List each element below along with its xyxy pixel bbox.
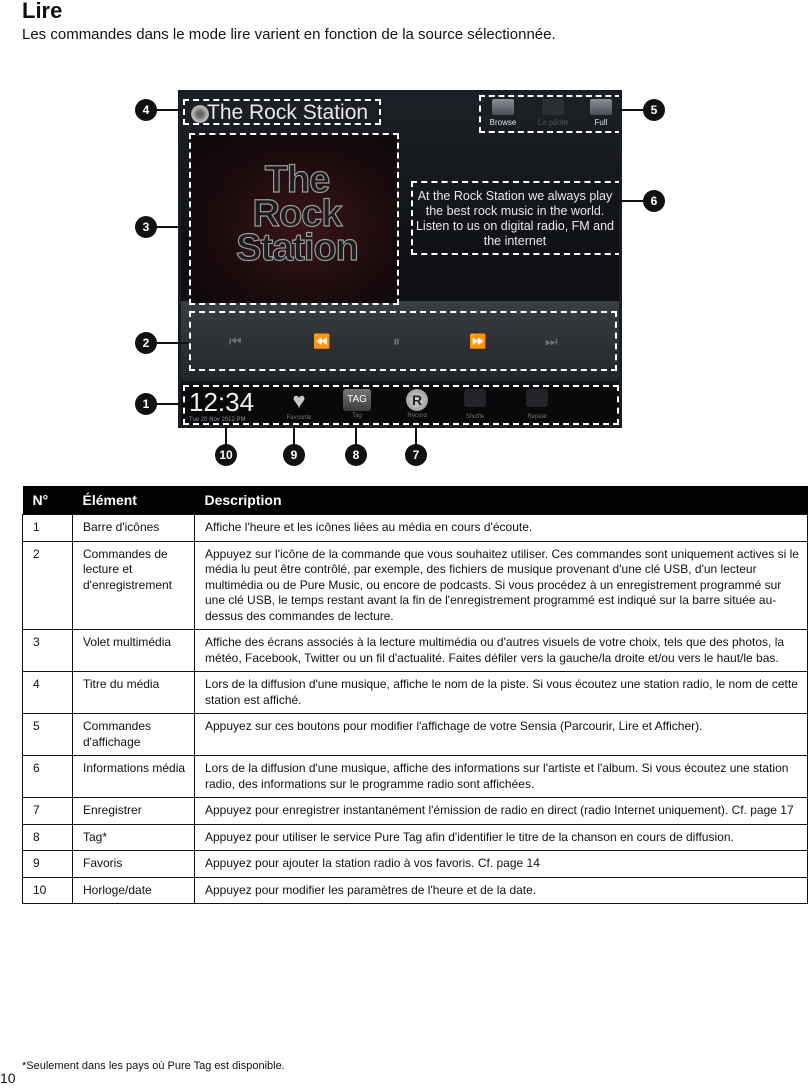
callout-line-3 (154, 226, 188, 228)
callout-box-3 (189, 133, 399, 305)
table-row (23, 515, 808, 542)
row-number: 3 (23, 630, 73, 672)
callout-line-8 (355, 426, 357, 446)
row-number: 9 (23, 851, 73, 878)
elements-table (22, 486, 808, 904)
row-element: Commandes d'affichage (73, 714, 195, 756)
tag-icon: TAG (343, 389, 371, 411)
row-number: 10 (23, 877, 73, 904)
row-description: Lors de la diffusion d'une musique, affiche le nom de la piste. Si vous écoutez une station radio, le nom de cette station est affiché. (195, 672, 808, 714)
table-row (23, 756, 808, 798)
row-element: Barre d'icônes (73, 515, 195, 542)
table-header-row (23, 486, 808, 515)
row-description: Appuyez pour enregistrer instantanément l'émission de radio en direct (radio Internet uniquement). Cf. page 17 (195, 798, 808, 825)
rewind-icon[interactable]: ⏪ (313, 333, 328, 349)
callout-line-6 (618, 200, 644, 202)
row-description: Appuyez pour utiliser le service Pure Tag afin d'identifier le titre de la chanson en cours de diffusion. (195, 824, 808, 851)
row-description: Appuyez sur l'icône de la commande que vous souhaitez utiliser. Ces commandes sont uniquement actives si le média lu peut être contrôlé, par exemple, des fichiers de musique provenant d'une clé USB, d'un lecteur multimédia ou de Pure Music, ou encore de podcasts. Si vous procédez à un enregistrement programmé sur une clé USB, le temps restant avant la fin de l'enregistrement programmé est indiqué sur la barre située au-dessus des commandes de lecture. (195, 541, 808, 630)
callout-line-2 (154, 342, 188, 344)
now-playing-button[interactable]: Le pilote (533, 99, 573, 133)
header-description: Description (195, 486, 808, 515)
callout-line-10 (225, 426, 227, 446)
table-row (23, 672, 808, 714)
footnote: *Seulement dans les pays où Pure Tag est disponible. (22, 1060, 285, 1072)
callout-8: 8 (345, 444, 367, 466)
page-title: Lire (22, 0, 63, 23)
callout-box-6 (411, 181, 621, 255)
row-description: Affiche des écrans associés à la lecture multimédia ou d'autres visuels de votre choix, tels que des photos, la météo, Facebook, Twitter ou un fil d'actualité. Faites défiler vers la gauche/la droite et/ou vers le haut/le bas. (195, 630, 808, 672)
device-screenshot (178, 90, 622, 428)
row-number: 7 (23, 798, 73, 825)
callout-box-4 (183, 99, 381, 125)
row-number: 1 (23, 515, 73, 542)
skip-forward-icon[interactable]: ⏭ (545, 333, 555, 349)
row-description: Affiche l'heure et les icônes liées au média en cours d'écoute. (195, 515, 808, 542)
row-element: Volet multimédia (73, 630, 195, 672)
row-element: Horloge/date (73, 877, 195, 904)
date-text: Tue 20 Nov 2012 PM (189, 417, 246, 423)
callout-line-9 (293, 426, 295, 446)
row-element: Commandes de lecture et d'enregistrement (73, 541, 195, 630)
record-icon: R (406, 389, 428, 411)
callout-1: 1 (135, 393, 157, 415)
table-row (23, 851, 808, 878)
callout-2: 2 (135, 332, 157, 354)
fast-forward-icon[interactable]: ⏩ (469, 333, 484, 349)
callout-10: 10 (215, 444, 237, 466)
intro-text: Les commandes dans le mode lire varient en fonction de la source sélectionnée. (22, 26, 556, 43)
row-description: Appuyez pour modifier les paramètres de l'heure et de la date. (195, 877, 808, 904)
callout-box-5 (479, 95, 621, 133)
row-element: Enregistrer (73, 798, 195, 825)
callout-9: 9 (283, 444, 305, 466)
callout-5: 5 (643, 99, 665, 121)
table-row (23, 798, 808, 825)
repeat-button[interactable]: Repeat (515, 389, 559, 420)
row-element: Favoris (73, 851, 195, 878)
record-button[interactable]: R Record (395, 389, 439, 419)
callout-7: 7 (405, 444, 427, 466)
pause-icon[interactable]: ⏸ (393, 333, 397, 349)
row-element: Tag* (73, 824, 195, 851)
browse-button[interactable]: Browse (483, 99, 523, 133)
row-number: 2 (23, 541, 73, 630)
table-row (23, 541, 808, 630)
row-description: Appuyez sur ces boutons pour modifier l'affichage de votre Sensia (Parcourir, Lire et Afficher). (195, 714, 808, 756)
callout-box-1 (183, 385, 619, 425)
callout-line-5 (618, 109, 644, 111)
callout-line-1 (154, 403, 182, 405)
artwork-logo: The Rock Station (236, 159, 358, 269)
row-element: Informations média (73, 756, 195, 798)
row-number: 8 (23, 824, 73, 851)
table-row (23, 714, 808, 756)
media-info: At the Rock Station we always play the best rock music in the world. Listen to us on digital radio, FM and the internet (415, 189, 615, 248)
table-row (23, 824, 808, 851)
header-element: Élément (73, 486, 195, 515)
row-number: 6 (23, 756, 73, 798)
callout-4: 4 (135, 99, 157, 121)
shuffle-button[interactable]: Shuffle (453, 389, 497, 420)
table-row (23, 877, 808, 904)
row-element: Titre du média (73, 672, 195, 714)
callout-line-7 (415, 426, 417, 446)
tag-button[interactable]: TAG Tag (335, 389, 379, 419)
table-row (23, 630, 808, 672)
favourite-button[interactable]: ♥ Favourite (286, 388, 312, 421)
skip-back-icon[interactable]: ⏮ (229, 333, 239, 349)
row-description: Lors de la diffusion d'une musique, affiche des informations sur l'artiste et l'album. Si vous écoutez une station radio, des informations sur le programme radio sont affichées. (195, 756, 808, 798)
callout-3: 3 (135, 216, 157, 238)
header-number: N° (23, 486, 73, 515)
station-title: The Rock Station (207, 101, 369, 124)
callout-box-2 (189, 311, 617, 371)
callout-6: 6 (643, 190, 665, 212)
full-button[interactable]: Full (581, 99, 621, 133)
callout-line-4 (154, 109, 182, 111)
clock[interactable]: 12:34 (189, 387, 255, 417)
row-number: 4 (23, 672, 73, 714)
row-number: 5 (23, 714, 73, 756)
page-number: 10 (0, 1070, 16, 1086)
heart-icon: ♥ (292, 388, 306, 413)
row-description: Appuyez pour ajouter la station radio à vos favoris. Cf. page 14 (195, 851, 808, 878)
